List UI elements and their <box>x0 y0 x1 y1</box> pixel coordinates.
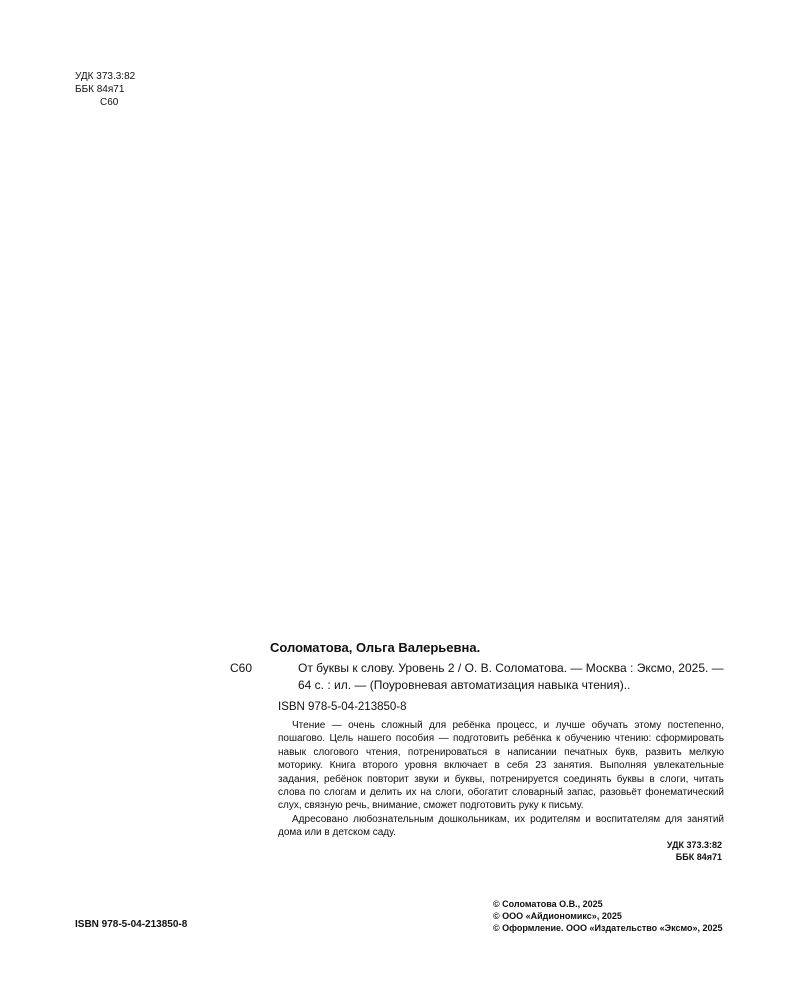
annotation <box>278 719 724 840</box>
udk-code: УДК 373.3:82 <box>75 71 136 82</box>
author-mark: С60 <box>100 97 119 108</box>
annotation-paragraph-2: Адресовано любознательным дошкольникам, их родителям и воспитателям для занятий дома или в детском саду. <box>278 813 724 839</box>
isbn-bottom: ISBN 978-5-04-213850-8 <box>75 919 188 930</box>
card-author: Соломатова, Ольга Валерьевна. <box>270 640 481 655</box>
annotation-paragraph-1: Чтение — очень сложный для ребёнка процесс, и лучше обучать этому постепенно, пошагово. Цель нашего пособия — подготовить ребёнка к обучению чтению: сформировать навык слогового чтения, потренироваться в написании печатных букв, развить мелкую моторику. Книга второго уровня включает в себя 23 занятия. Выполняя увлекательные задания, ребёнок повторит звуки и буквы, потренируется соединять буквы в слоги, читать слова по слогам и делить их на слоги, обогатит словарный запас, разовьёт фонематический слух, связную речь, внимание, сможет подготовить руку к письму. <box>278 720 724 812</box>
card-title-block <box>298 660 728 694</box>
card-title-line-1: От буквы к слову. Уровень 2 / О. В. Соломатова. — Москва : Эксмо, 2025. — <box>298 661 724 675</box>
bbk-code: ББК 84я71 <box>75 84 125 95</box>
copyright-block <box>493 898 723 934</box>
classification-top <box>75 70 135 109</box>
copyright-line: © Оформление. ООО «Издательство «Эксмо», 2025 <box>493 923 723 933</box>
copyright-line: © Соломатова О.В., 2025 <box>493 899 603 909</box>
card-isbn: ISBN 978-5-04-213850-8 <box>278 701 407 713</box>
card-title-line-2: 64 с. : ил. — (Поуровневая автоматизация навыка чтения).. <box>298 678 631 692</box>
udk-code-right: УДК 373.3:82 <box>666 840 722 850</box>
classification-right <box>667 839 722 863</box>
bbk-code-right: ББК 84я71 <box>675 852 722 862</box>
copyright-line: © ООО «Айдиономикс», 2025 <box>493 911 622 921</box>
card-author-code: С60 <box>230 661 253 675</box>
